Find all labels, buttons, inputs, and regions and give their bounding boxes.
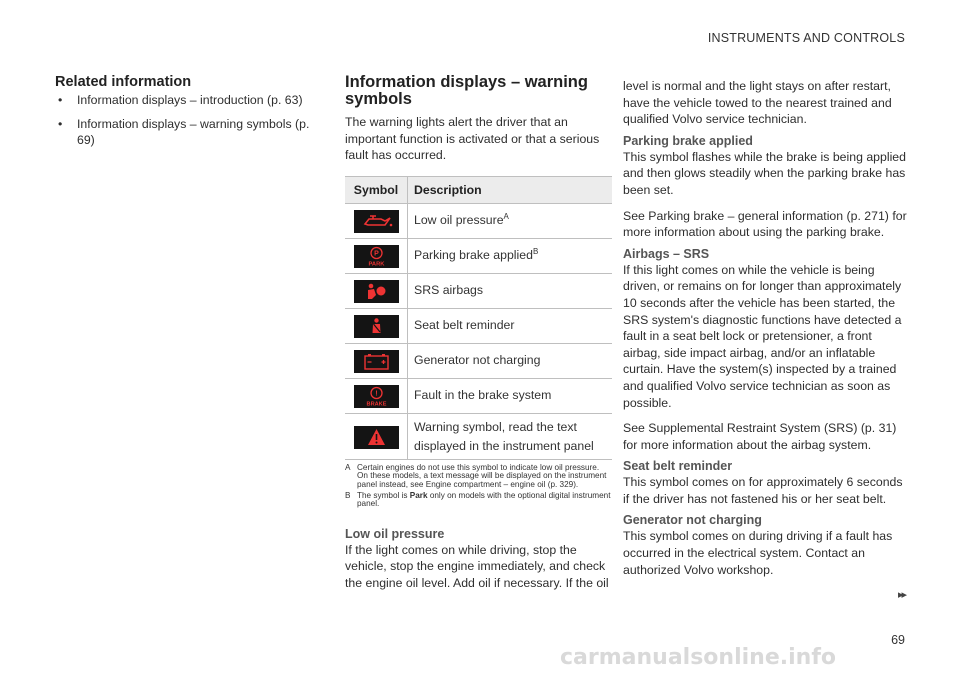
col-symbol-header: Symbol [345, 176, 408, 203]
table-cell-description: Seat belt reminder [408, 308, 613, 343]
watermark: carmanualsonline.info [560, 645, 836, 670]
table-row [345, 308, 612, 343]
table-cell-description: Fault in the brake system [408, 378, 613, 413]
seatbelt-text: This symbol comes on for approximately 6 seconds if the driver has not fastened his or her seat belt. [623, 475, 903, 506]
svg-text:PARK: PARK [368, 261, 384, 268]
table-cell-description: SRS airbags [408, 273, 613, 308]
seatbelt-heading: Seat belt reminder [623, 459, 733, 474]
parking-text: This symbol flashes while the brake is being applied and then glows steadily when the parking brake has been set. [623, 149, 906, 197]
parking-brake-icon [354, 245, 399, 268]
symbol-table [345, 176, 612, 460]
intro-text: The warning lights alert the driver that an important function is activated or that a serious fault has occurred. [345, 115, 600, 163]
oil-can-icon [354, 210, 399, 233]
related-item[interactable]: • Information displays – introduction (p. 63) [58, 93, 303, 107]
seat-belt-icon [354, 315, 399, 338]
related-list [55, 92, 310, 149]
airbags-text: If this light comes on while the vehicle is being driven, or remains on for longer than approximately 10 seconds after the vehicle has been started, the SRS system's diagnostic functions have detected a fault in a seat belt lock or pretensioner, a front airbag, side impact airbag, and/or an inflatable curtain. Have the system(s) inspected by a trained and qualified Volvo service technician as soon as possible. [623, 262, 902, 410]
right-column [623, 78, 908, 578]
warning-symbols-section [345, 74, 612, 592]
table-row [345, 203, 612, 238]
related-heading: Related information [55, 74, 192, 90]
section-title: Information displays – warning symbols [345, 73, 588, 108]
table-cell-description: Low oil pressure$^A$ [408, 203, 613, 238]
footnote-a: A Certain engines do not use this symbol to indicate low oil pressure. On these models, a text message will be displayed on the instrument panel instead, see Engine compartment – engine oil (p. 329). [345, 462, 607, 490]
svg-text:BRAKE: BRAKE [366, 401, 386, 408]
section-header: INSTRUMENTS AND CONTROLS [707, 31, 905, 45]
svg-text:P: P [373, 250, 379, 258]
svg-text:!: ! [374, 390, 378, 398]
table-cell-description: Warning symbol, read the text displayed in the instrument panel [408, 413, 613, 459]
low-oil-text: If the light comes on while driving, stop the vehicle, stop the engine immediately, and check the engine oil level. Add oil if necessary. If the oil [345, 542, 609, 591]
airbags-ref: See Supplemental Restraint System (SRS) (p. 31) for more information about the airbag system. [623, 421, 897, 452]
airbags-heading: Airbags – SRS [623, 246, 710, 261]
page-number: 69 [891, 633, 905, 647]
table-row [345, 413, 612, 459]
related-item[interactable]: • Information displays – warning symbols (p. 69) [58, 116, 310, 148]
parking-ref: See Parking brake – general information (p. 271) for more information about using the parking brake. [623, 208, 907, 240]
continue-arrows-icon: ▸▸ [897, 589, 905, 601]
table-row [345, 238, 612, 273]
parking-heading: Parking brake applied [623, 133, 753, 148]
airbag-icon [354, 280, 399, 303]
table-row [345, 343, 612, 378]
generator-text: This symbol comes on during driving if a fault has occurred in the electrical system. Contact an authorized Volvo workshop. [623, 529, 893, 577]
table-footnotes [345, 464, 612, 509]
footnote-b: B The symbol is Park only on models with the optional digital instrument panel. [345, 490, 611, 509]
battery-icon [354, 350, 399, 373]
warning-triangle-icon [354, 426, 399, 449]
low-oil-continued: level is normal and the light stays on after restart, have the vehicle towed to the nearest trained and qualified Volvo service technician. [623, 79, 892, 127]
table-header-row [345, 176, 612, 203]
brake-fault-icon [354, 385, 399, 408]
related-information [55, 74, 310, 156]
table-cell-description: Generator not charging [408, 343, 613, 378]
table-cell-description: Parking brake applied$^B$ [408, 238, 613, 273]
generator-heading: Generator not charging [623, 513, 762, 528]
col-description-header: Description [408, 176, 613, 203]
low-oil-heading: Low oil pressure [345, 526, 445, 541]
table-row [345, 273, 612, 308]
table-row [345, 378, 612, 413]
